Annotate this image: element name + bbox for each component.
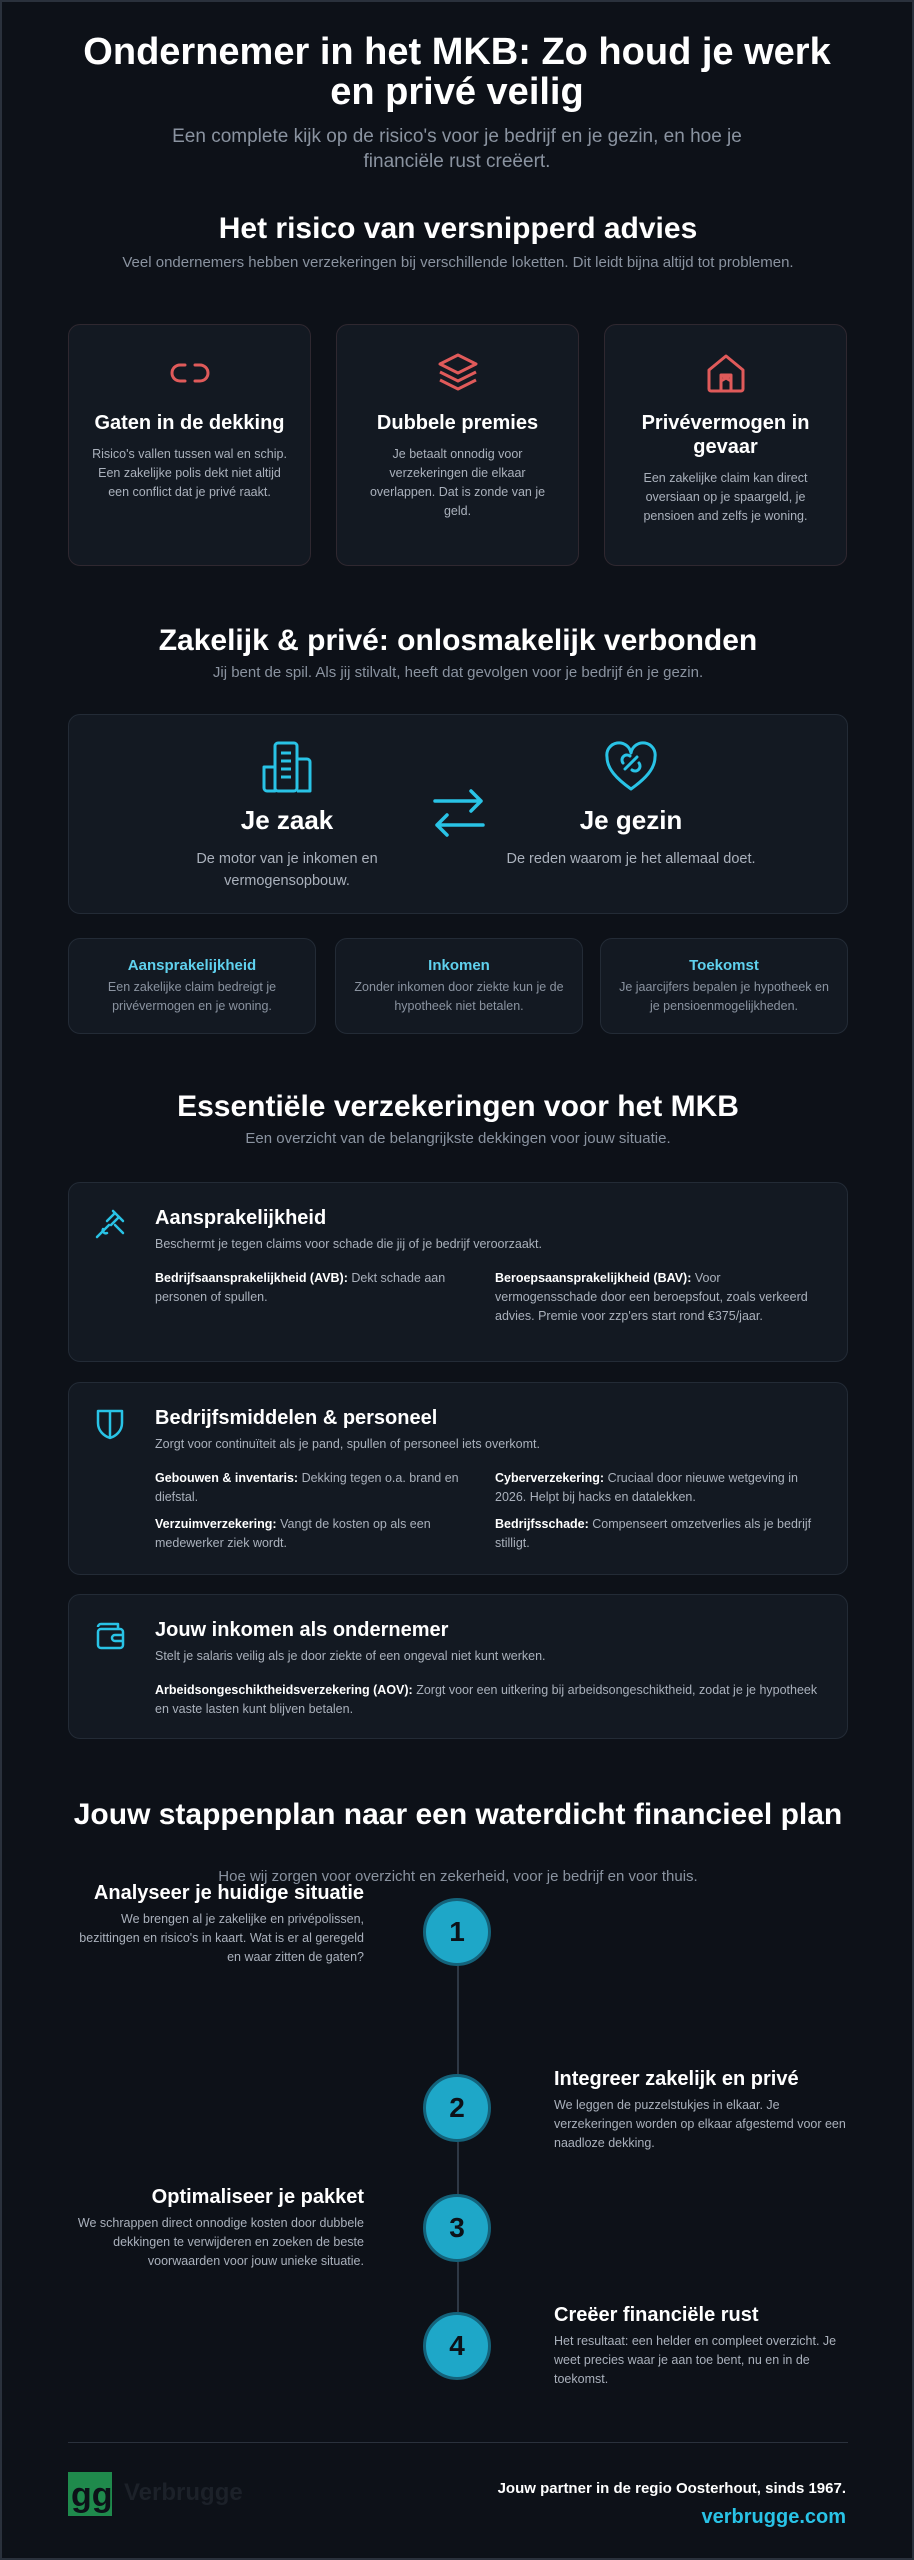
steps-section-title: Jouw stappenplan naar een waterdicht financieel plan [73,1798,843,1831]
insurance-item: Bedrijfsschade: Compenseert omzetverlies als je bedrijf stilligt. [495,1517,812,1550]
mini-card-desc: Zonder inkomen door ziekte kun je de hypotheek niet betalen. [354,980,564,1013]
insurance-card-title: Aansprakelijkheid [155,1207,327,1229]
footer-tagline: Jouw partner in de regio Oosterhout, sinds 1967. [497,2480,846,2497]
step-title: Analyseer je huidige situatie [93,1882,364,1904]
footer-divider [68,2442,848,2443]
insurance-section-title: Essentiële verzekeringen voor het MKB [177,1090,739,1123]
risk-card-title: Dubbele premies [376,412,539,434]
risk-card-double-premiums [336,324,579,566]
step-title: Integreer zakelijk en privé [554,2068,799,2090]
connection-section-subtitle: Jij bent de spil. Als jij stilvalt, heeft dat gevolgen voor je bedrijf én je gezin. [212,664,704,681]
family-desc: De reden waarom je het allemaal doet. [506,851,756,867]
insurance-card-title: Bedrijfsmiddelen & personeel [155,1407,438,1429]
insurance-card-assets-staff [68,1382,848,1575]
risk-card-title: Privévermogen in gevaar [641,412,810,458]
layers-icon [436,351,480,395]
step-1 [68,1880,364,1967]
risk-section-title: Het risico van versnipperd advies [218,212,698,245]
risk-card-title: Gaten in de dekking [94,412,285,434]
gavel-icon [93,1207,127,1241]
mini-card-desc: Een zakelijke claim bedreigt je privévermogen en je woning. [107,980,277,1013]
step-number-4: 4 [423,2312,491,2380]
business-column [157,739,417,892]
risk-card-desc: Risico's vallen tussen wal en schip. Een zakelijke polis dekt niet altijd een conflict dat je privé raakt. [92,447,287,499]
insurance-section-subtitle: Een overzicht van de belangrijkste dekkingen voor jouw situatie. [245,1130,671,1147]
mini-card-title: Toekomst [689,957,759,974]
steps-section-subtitle: Hoe wij zorgen voor overzicht en zekerheid, voor je bedrijf en voor thuis. [218,1868,698,1885]
logo-text: Verbrugge [124,2479,243,2506]
mini-card-title: Aansprakelijkheid [127,957,257,974]
page-title: Ondernemer in het MKB: Zo houd je werk en privé veilig [83,31,831,113]
business-desc: De motor van je inkomen en vermogensopbouw. [196,851,378,889]
step-title: Optimaliseer je pakket [151,2186,364,2208]
step-desc: We brengen al je zakelijke en privépolissen, bezittingen en risico's in kaart. Wat is er al geregeld en waar zitten de gaten? [79,1912,364,1964]
step-3 [68,2184,364,2271]
footer-website-link[interactable]: verbrugge.com [701,2506,846,2528]
risk-card-desc: Je betaalt onnodig voor verzekeringen die elkaar overlappen. Dat is zonde van je geld. [369,447,546,518]
connection-card [68,714,848,914]
insurance-card-income [68,1594,848,1739]
heart-link-icon [603,739,659,795]
broken-link-icon [168,351,212,395]
insurance-card-liability [68,1182,848,1362]
step-number-1: 1 [423,1898,491,1966]
insurance-item: Bedrijfsaansprakelijkheid (AVB): Dekt schade aan personen of spullen. [155,1271,446,1304]
step-desc: We leggen de puzzelstukjes in elkaar. Je verzekeringen worden op elkaar afgestemd voor een naadloze dekking. [554,2098,846,2150]
risk-card-private-assets [604,324,847,566]
risk-card-gaps [68,324,311,566]
family-column [501,739,761,870]
page-subtitle: Een complete kijk op de risico's voor je bedrijf en je gezin, en hoe je financiële rust creëert. [172,126,742,172]
mini-card-desc: Je jaarcijfers bepalen je hypotheek en je pensioenmogelijkheden. [619,980,829,1013]
svg-text:gg: gg [71,2476,113,2514]
insurance-item: Verzuimverzekering: Vangt de kosten op als een medewerker ziek wordt. [155,1517,431,1550]
swap-arrows-icon [429,783,489,843]
mini-card-future [600,938,848,1034]
insurance-card-title: Jouw inkomen als ondernemer [155,1619,449,1641]
mini-card-liability [68,938,316,1034]
business-title: Je zaak [240,805,334,835]
step-title: Creëer financiële rust [554,2304,759,2326]
wallet-icon [93,1619,127,1653]
insurance-card-lead: Beschermt je tegen claims voor schade die jij of je bedrijf veroorzaakt. [155,1237,542,1251]
insurance-item: Beroepsaansprakelijkheid (BAV): Voor vermogensschade door een beroepsfout, zoals verkeerd advies. Premie voor zzp'ers start rond €375/jaar. [495,1271,808,1323]
shield-icon [93,1407,127,1441]
house-icon [704,351,748,395]
building-icon [259,739,315,795]
family-title: Je gezin [579,805,683,835]
step-desc: We schrappen direct onnodige kosten door dubbele dekkingen te verwijderen en zoeken de beste voorwaarden voor jouw unieke situatie. [77,2216,364,2268]
insurance-card-lead: Zorgt voor continuïteit als je pand, spullen of personeel iets overkomt. [155,1437,540,1451]
step-desc: Het resultaat: een helder en compleet overzicht. Je weet precies waar je aan toe bent, nu en in de toekomst. [554,2334,837,2386]
company-logo [68,2470,268,2516]
step-number-3: 3 [423,2194,491,2262]
step-number-2: 2 [423,2074,491,2142]
risk-section-subtitle: Veel ondernemers hebben verzekeringen bij verschillende loketten. Dit leidt bijna altijd tot problemen. [122,254,794,271]
insurance-card-lead: Stelt je salaris veilig als je door ziekte of een ongeval niet kunt werken. [155,1649,546,1663]
connection-section-title: Zakelijk & privé: onlosmakelijk verbonden [158,624,758,657]
mini-card-income [335,938,583,1034]
step-2 [554,2066,854,2153]
risk-card-desc: Een zakelijke claim kan direct oversiaan op je spaargeld, je pensioen and zelfs je woning. [643,471,808,523]
mini-card-title: Inkomen [428,957,490,974]
insurance-item: Cyberverzekering: Cruciaal door nieuwe wetgeving in 2026. Helpt bij hacks en datalekken. [495,1471,798,1504]
insurance-item: Gebouwen & inventaris: Dekking tegen o.a. brand en diefstal. [155,1471,459,1504]
insurance-item: Arbeidsongeschiktheidsverzekering (AOV): Zorgt voor een uitkering bij arbeidsongeschiktheid, zodat je je hypotheek en vaste lasten kunt blijven betalen. [155,1683,818,1716]
step-4 [554,2302,854,2389]
